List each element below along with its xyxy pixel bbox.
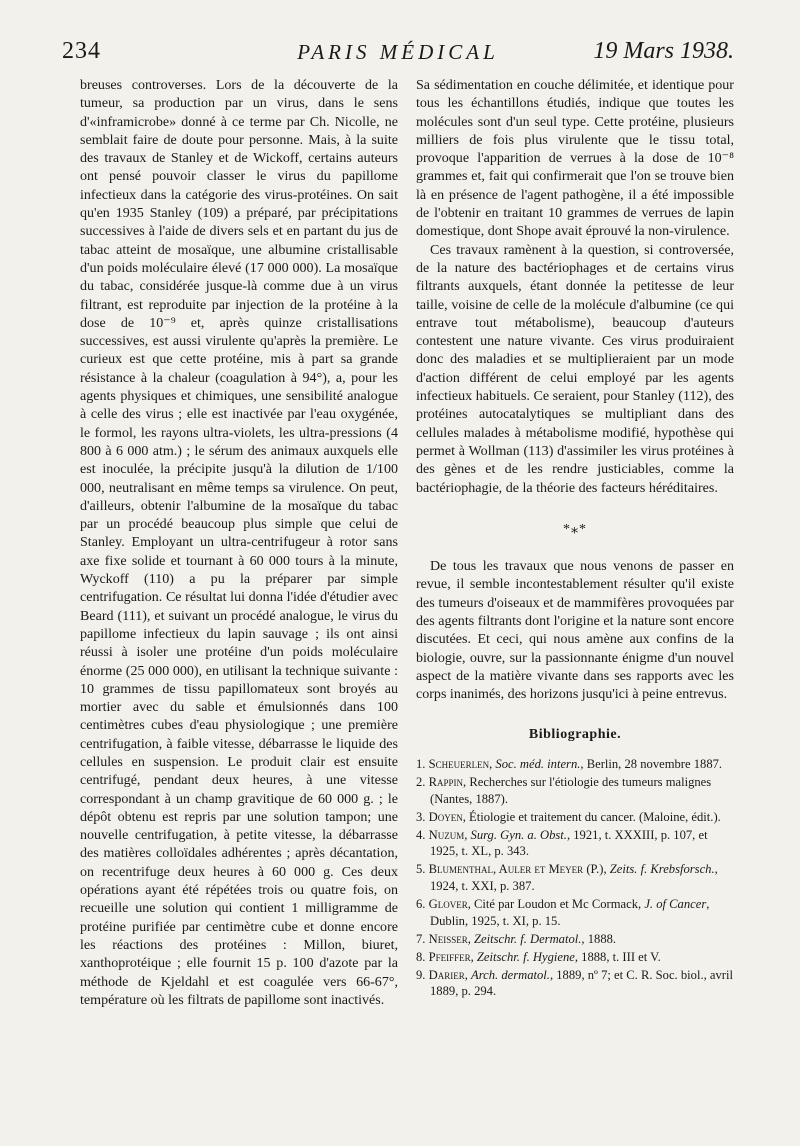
bibliography-entry: 2. Rappin, Recherches sur l'étiologie des tumeurs malignes (Nantes, 1887). [416, 774, 712, 806]
bibliography-entry: 5. Blumenthal, Auler et Meyer (P.), Zeits. f. Krebsforsch., 1924, t. XXI, p. 387. [416, 862, 718, 893]
bibliography-entry: 8. Pfeiffer, Zeitschr. f. Hygiene, 1888, t. III et V. [416, 949, 661, 964]
paragraph: Ces travaux ramènent à la question, si controversée, de la nature des bactériophages et de certains virus filtrants auxquels, étant donnée la petitesse de leur taille, voisine de celle de la molécule d'albumine (ce qui entrave tout métabolisme), beaucoup d'auteurs contestent une nature vivante. Ces virus produiraient donc des maladies et se multiplieraient par un mode d'action différent de celui employé par les agents infectieux habituels. Ce seraient, pour Stanley (112), des protéines autocatalytiques se multipliant dans des cellules malades à métabolisme modifié, hypothèse qui permet à Wollman (113) d'assimiler les virus protéines à des gènes et de les rendre justiciables, comme la bactériophagie, de la théorie des facteurs héréditaires. [416, 241, 734, 496]
bibliography-entry: 4. Nuzum, Surg. Gyn. a. Obst., 1921, t. XXXIII, p. 107, et 1925, t. XL, p. 343. [416, 827, 708, 859]
bibliography-entry: 3. Doyen, Étiologie et traitement du cancer. (Maloine, édit.). [416, 809, 721, 824]
journal-title: PARIS MÉDICAL [297, 40, 499, 64]
bibliography-list [416, 756, 734, 1000]
left-column [80, 76, 398, 1009]
page-number: 234 [62, 38, 101, 64]
paragraph: breuses controverses. Lors de la découverte de la tumeur, sa production par un virus, dans le sens d'«inframicrobe» donné à ce terme par Ch. Nicolle, ne semblait faire de doute pour personne. Mais, à la suite des travaux de Stanley et de Wickoff, certains auteurs ont pensé pouvoir classer le virus du papillome infectieux dans la catégorie des virus-protéines. On sait qu'en 1935 Stanley (109) a préparé, par précipitations successives à l'aide de divers sels et en partant du jus de tabac atteint de mosaïque, une albumine cristallisable d'un poids moléculaire élevé (17 000 000). La mosaïque du tabac, considérée jusque-là comme due à un virus filtrant, est reproduite par injection de la protéine à la dose de 10⁻⁹ et, après quinze cristallisations successives, est aussi virulente qu'après la première. Le curieux est que cette protéine, mis à part sa grande résistance à la chaleur (coagulation à 94°), a, pour les agents physiques et chimiques, une sensibilité analogue à celle des virus ; elle est inactivée par l'eau oxygénée, le formol, les rayons ultra-violets, les ultra-pressions (4 800 à 6 000 atm.) ; le sérum des animaux auxquels elle est inoculée, la précipite jusqu'à la dilution de 1/100 000, neutralisant en même temps sa virulence. On peut, d'ailleurs, obtenir l'albumine de la mosaïque du tabac par un procédé beaucoup plus simple que celui de Stanley. Employant un ultra-centrifugeur à rotor sans axe fixe solide et tournant à 60 000 tours à la minute, Wyckoff (110) a pu la préparer par simple centrifugation. Ce résultat lui donna l'idée d'étudier avec Beard (111), et suivant un procédé analogue, le virus du papillome infectieux du lapin sauvage ; ils ont ainsi réussi à isoler une protéine d'un poids moléculaire énorme (25 000 000), en utilisant la technique suivante : 10 grammes de tissu papillomateux sont broyés au mortier avec du sable et émulsionnés dans 100 centimètres cubes d'eau physiologique ; une première centrifugation, à faible vitesse, débarrasse le liquide des cellules en suspension. Le produit clair est ensuite centrifugé, pendant deux heures, à une vitesse correspondant à un champ gravitique de 60 000 g. ; le dépôt obtenu est repris par une solution tampon; une nouvelle centrifugation, à petite vitesse, la débarrasse des matières colloïdales adhérentes ; après décantation, on recentrifuge deux heures à 60 000 g. Ces deux opérations ayant été répétées trois ou quatre fois, on recueille une solution qui contient 1 milligramme de protéine purifiée par centimètre cube et donne encore les réactions des protéines : Millon, biuret, xanthoprotéique ; elle fournit 15 p. 100 d'azote par la méthode de Kjeldahl et est coagulée vers 66-67°, température où les filtrats de papillome sont inactivés. [80, 77, 398, 1008]
right-column [416, 76, 734, 1001]
bibliography-title: Bibliographie. [528, 726, 622, 742]
section-separator: *⁎* [563, 521, 587, 537]
paragraph: Sa sédimentation en couche délimitée, et identique pour tous les échantillons étudiés, indique que toutes les molécules sont d'un seul type. Cette protéine, plusieurs milliers de fois plus virulente que le tissu total, provoque l'apparition de verrues à la dose de 10⁻⁸ grammes et, fait qui confirmerait que l'on se trouve bien là en présence de l'agent pathogène, il a été impossible de l'obtenir en traitant 10 grammes de verrues de lapin domestique, dont Shope avait éprouvé la non-virulence. [416, 77, 734, 240]
bibliography-entry: 9. Darier, Arch. dermatol., 1889, nº 7; et C. R. Soc. biol., avril 1889, p. 294. [416, 967, 733, 999]
paragraph: De tous les travaux que nous venons de passer en revue, il semble incontestablement résulter qu'il existe des tumeurs d'oiseaux et de mammifères provoquées par des agents filtrants dont l'origine et la nature sont encore discutées. Et ceci, qui nous amène aux confins de la biologie, ouvre, sur la passionnante énigme d'un nouvel aspect de la matière vivante dans ses rapports avec les corps inanimés, des horizons jusqu'ici à peine entrevus. [416, 558, 734, 703]
bibliography-entry: 7. Neisser, Zeitschr. f. Dermatol., 1888. [416, 931, 617, 946]
bibliography-entry: 1. Scheuerlen, Soc. méd. intern., Berlin, 28 novembre 1887. [416, 756, 723, 771]
page-header [62, 34, 734, 74]
bibliography-entry: 6. Glover, Cité par Loudon et Mc Cormack, J. of Cancer, Dublin, 1925, t. XI, p. 15. [416, 896, 710, 928]
issue-date: 19 Mars 1938. [593, 38, 734, 64]
